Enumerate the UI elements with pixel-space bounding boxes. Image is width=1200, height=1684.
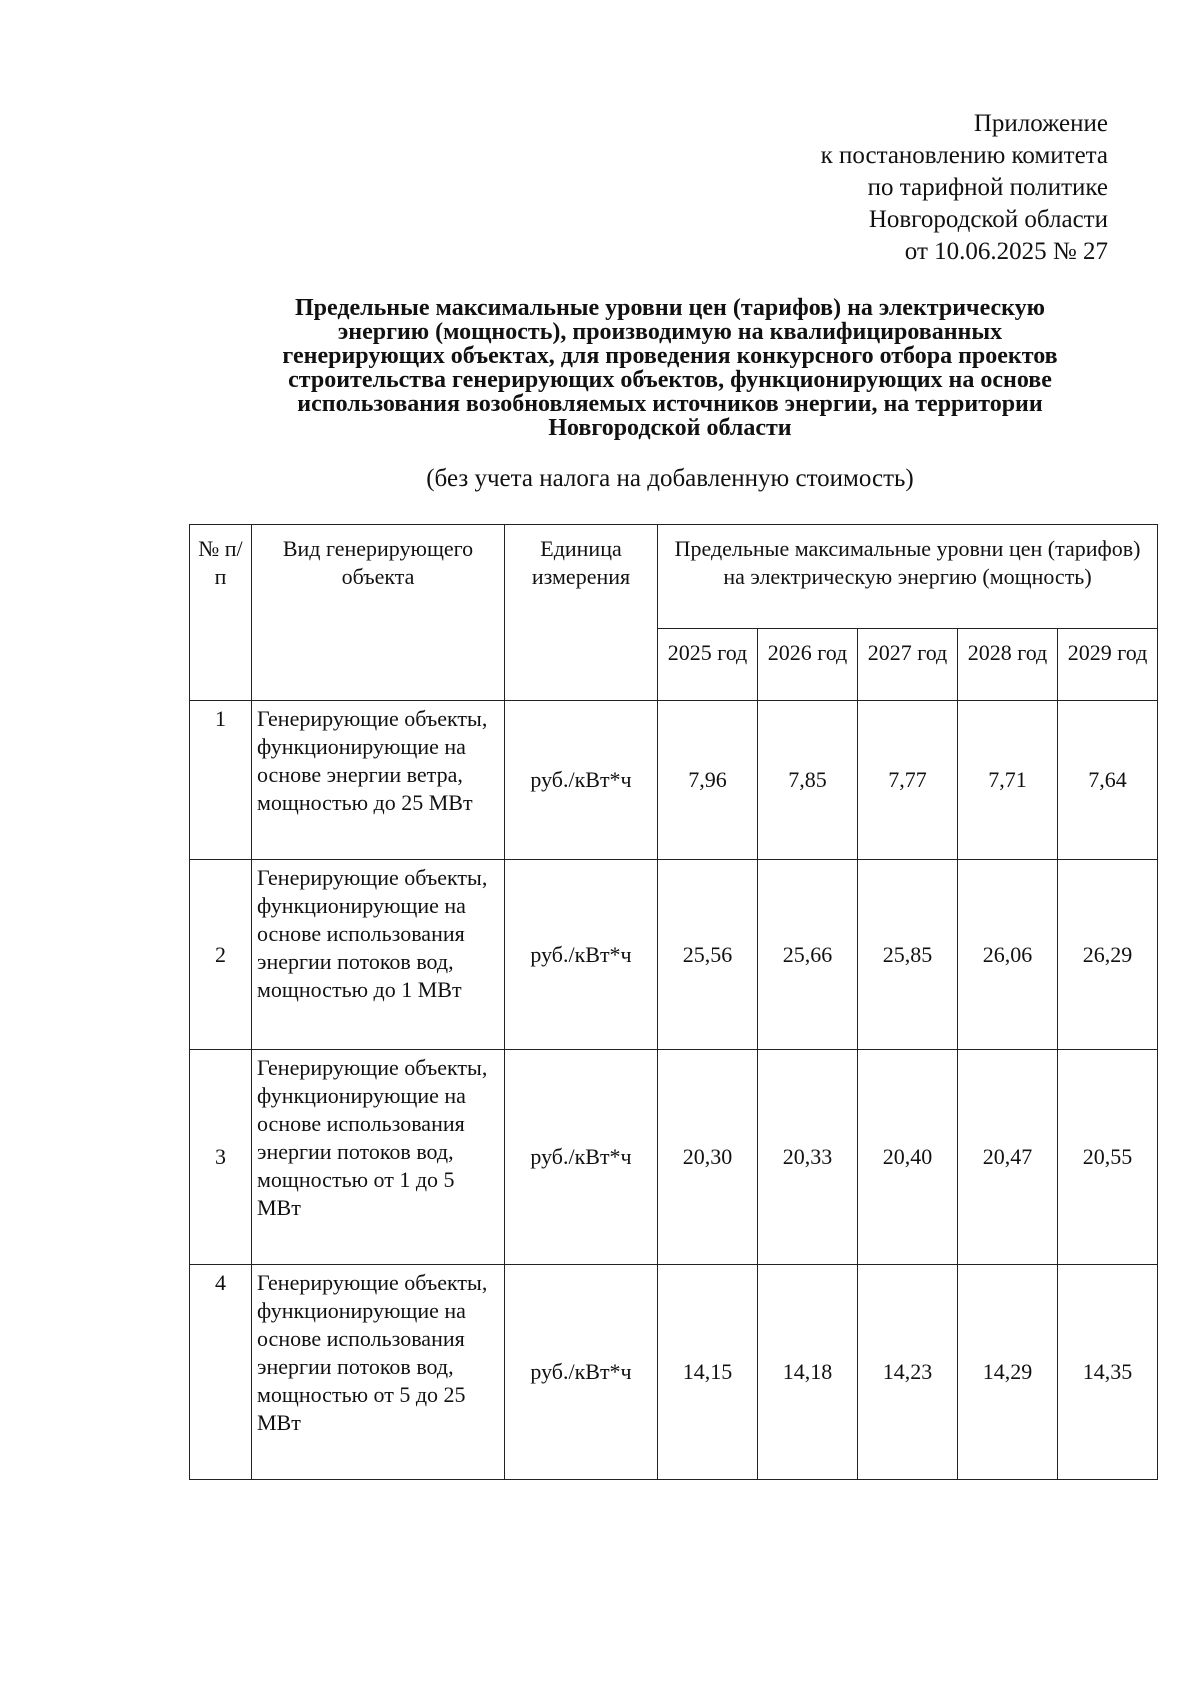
table-row <box>190 1050 1158 1265</box>
row-number: 2 <box>190 860 252 1050</box>
price-value: 14,15 <box>658 1265 758 1480</box>
header-row <box>190 525 1158 629</box>
price-value: 26,29 <box>1058 860 1158 1050</box>
title-line: энергию (мощность), производимую на квалифицированных <box>337 319 1003 345</box>
row-number: 3 <box>190 1050 252 1265</box>
header-unit: Единица измерения <box>505 525 658 701</box>
vat-note: (без учета налога на добавленную стоимость) <box>426 465 914 492</box>
table-row <box>190 860 1158 1050</box>
price-value: 14,29 <box>958 1265 1058 1480</box>
price-value: 7,85 <box>758 701 858 860</box>
price-value: 20,30 <box>658 1050 758 1265</box>
price-value: 20,55 <box>1058 1050 1158 1265</box>
header-year: 2027 год <box>858 629 958 701</box>
table-row <box>190 701 1158 860</box>
header-prices: Предельные максимальные уровни цен (тарифов) на электрическую энергию (мощность) <box>658 525 1158 629</box>
table-row <box>190 1265 1158 1480</box>
price-value: 25,56 <box>658 860 758 1050</box>
title-line: строительства генерирующих объектов, функционирующих на основе <box>288 367 1052 393</box>
price-value: 20,40 <box>858 1050 958 1265</box>
price-value: 26,06 <box>958 860 1058 1050</box>
header-year: 2028 год <box>958 629 1058 701</box>
title-line: Новгородской области <box>548 415 792 441</box>
price-value: 25,85 <box>858 860 958 1050</box>
price-value: 25,66 <box>758 860 858 1050</box>
annex-line: к постановлению комитета <box>820 142 1108 169</box>
title-line: генерирующих объектах, для проведения конкурсного отбора проектов <box>282 343 1058 369</box>
unit-cell: руб./кВт*ч <box>505 1265 658 1480</box>
annex-line: по тарифной политике <box>867 174 1108 201</box>
header-year: 2026 год <box>758 629 858 701</box>
annex-line: Приложение <box>973 110 1108 137</box>
title-line: Предельные максимальные уровни цен (тарифов) на электрическую <box>295 295 1045 321</box>
tariff-table <box>189 524 1158 1480</box>
annex-line: от 10.06.2025 № 27 <box>904 238 1108 265</box>
object-type: Генерирующие объекты, функционирующие на основе использования энергии потоков вод, мощностью от 5 до 25 МВт <box>252 1265 505 1480</box>
row-number: 4 <box>190 1265 252 1480</box>
price-value: 20,33 <box>758 1050 858 1265</box>
price-value: 20,47 <box>958 1050 1058 1265</box>
price-value: 14,23 <box>858 1265 958 1480</box>
unit-cell: руб./кВт*ч <box>505 860 658 1050</box>
row-number: 1 <box>190 701 252 860</box>
annex-line: Новгородской области <box>868 206 1108 233</box>
price-value: 7,71 <box>958 701 1058 860</box>
header-year: 2025 год <box>658 629 758 701</box>
price-value: 14,18 <box>758 1265 858 1480</box>
object-type: Генерирующие объекты, функционирующие на основе использования энергии потоков вод, мощностью до 1 МВт <box>252 860 505 1050</box>
object-type: Генерирующие объекты, функционирующие на основе энергии ветра, мощностью до 25 МВт <box>252 701 505 860</box>
title-line: использования возобновляемых источников энергии, на территории <box>297 391 1043 417</box>
price-value: 7,64 <box>1058 701 1158 860</box>
price-value: 7,96 <box>658 701 758 860</box>
unit-cell: руб./кВт*ч <box>505 1050 658 1265</box>
price-value: 14,35 <box>1058 1265 1158 1480</box>
object-type: Генерирующие объекты, функционирующие на основе использования энергии потоков вод, мощностью от 1 до 5 МВт <box>252 1050 505 1265</box>
document-title <box>190 296 1150 440</box>
unit-cell: руб./кВт*ч <box>505 701 658 860</box>
annex-block <box>821 108 1108 268</box>
price-value: 7,77 <box>858 701 958 860</box>
header-num: № п/п <box>190 525 252 701</box>
header-year: 2029 год <box>1058 629 1158 701</box>
header-object: Вид генерирующего объекта <box>252 525 505 701</box>
